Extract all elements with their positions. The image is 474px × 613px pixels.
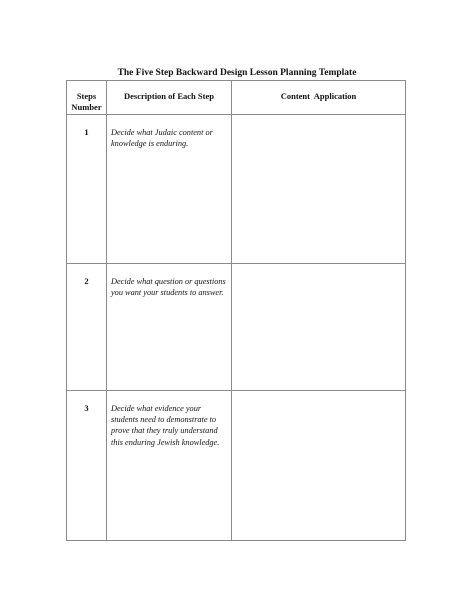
step-number: 3 — [67, 391, 107, 541]
page-title: The Five Step Backward Design Lesson Planning Template — [117, 68, 357, 78]
steps-number-header-label: Steps Number — [71, 91, 102, 112]
step-description: Decide what evidence your students need to demonstrate to prove that they truly understand this enduring Jewish knowledge. — [107, 391, 232, 541]
table-row — [67, 391, 406, 541]
description-header — [107, 81, 232, 115]
step-number: 2 — [67, 264, 107, 391]
step-number: 1 — [67, 115, 107, 264]
table-header-row — [67, 81, 406, 115]
steps-number-header — [67, 81, 107, 115]
step-description: Decide what question or questions you want your students to answer. — [107, 264, 232, 391]
step-description: Decide what Judaic content or knowledge is enduring. — [107, 115, 232, 264]
content-application-cell[interactable] — [232, 264, 406, 391]
content-application-header — [232, 81, 406, 115]
content-application-cell[interactable] — [232, 391, 406, 541]
content-application-cell[interactable] — [232, 115, 406, 264]
table-row — [67, 264, 406, 391]
table-row — [67, 115, 406, 264]
description-header-label: Description of Each Step — [124, 91, 214, 101]
lesson-planning-table — [66, 80, 406, 541]
content-application-header-label: Content Application — [280, 91, 357, 101]
